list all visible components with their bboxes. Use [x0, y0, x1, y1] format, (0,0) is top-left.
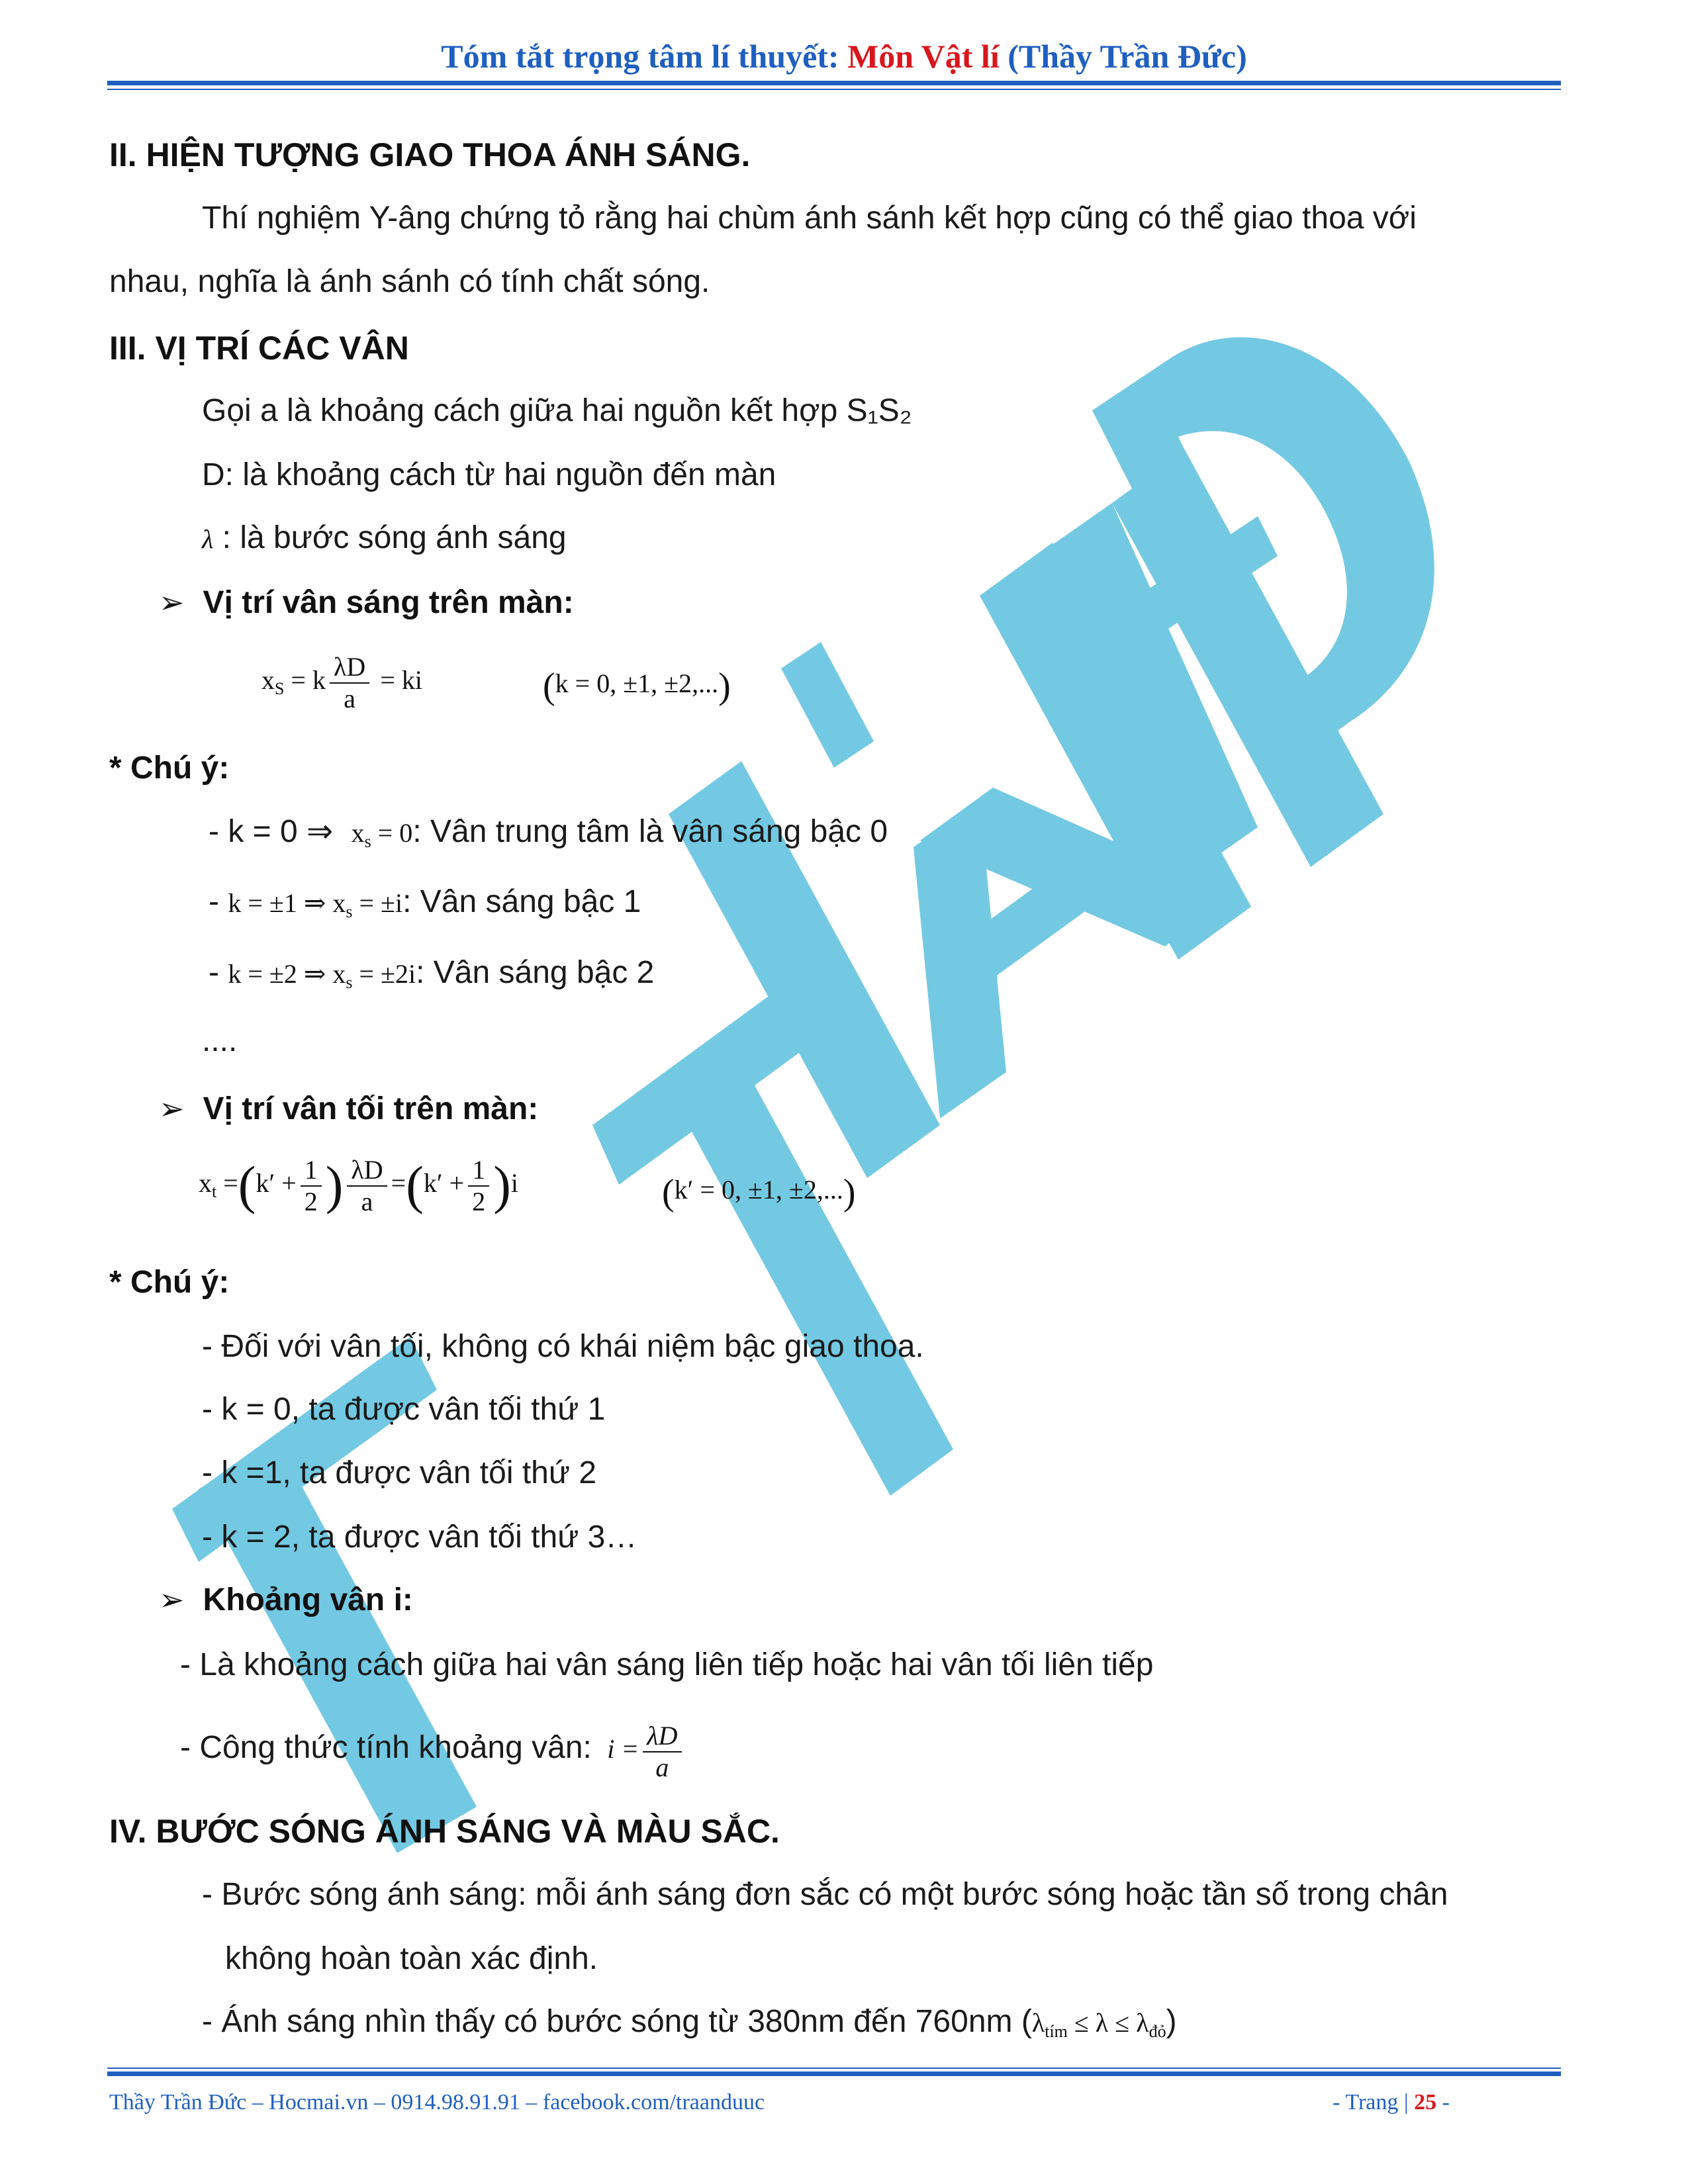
section-3-title: III. VỊ TRÍ CÁC VÂN [109, 330, 409, 367]
ellipsis: .... [202, 1023, 238, 1058]
fraction-numerator: λD [330, 652, 369, 684]
formula-sub-s: S [275, 679, 285, 699]
note-1-l1-x: x [351, 818, 365, 848]
definition-d: D: là khoảng cách từ hai nguồn đến màn [202, 457, 776, 492]
dark-condition-text: k′ = 0, ±1, ±2,... [674, 1175, 843, 1205]
section-2-title: II. HIỆN TƯỢNG GIAO THOA ÁNH SÁNG. [109, 136, 751, 173]
header-rule-thin [107, 89, 1561, 90]
dark-i: i [510, 1168, 518, 1199]
lambda-text: : là bước sóng ánh sáng [213, 520, 567, 555]
section-4-line-1b: không hoàn toàn xác định. [225, 1941, 598, 1976]
note-1-title: * Chú ý: [109, 751, 230, 786]
note-1-l3-tail: = ±2i [352, 959, 416, 989]
formula-eq-k: = k [284, 665, 326, 696]
dark-fringe-formula: $x_t =(k'$ + $\frac{1}{2}$ ) $\frac{\lambda D}{a}$ =(k′ + $\frac{1}{2}$ )i [199, 1155, 518, 1216]
arrow-bullet-icon: ➢ [159, 1091, 185, 1126]
bright-fringe-heading [159, 584, 574, 621]
footer-rule-thick [107, 2071, 1561, 2076]
bright-fringe-condition: (k = 0, ±1, ±2,...) [543, 666, 731, 707]
note-1-l3-post: : Vân sáng bậc 2 [416, 955, 655, 990]
note-2-line-3: - k =1, ta được vân tối thứ 2 [202, 1455, 597, 1490]
section-2-paragraph-line1: Thí nghiệm Y-âng chứng tỏ rằng hai chùm ánh sánh kết hợp cũng có thể giao thoa với [202, 201, 1417, 236]
fraction-lambda-d-over-a [330, 652, 369, 714]
dark-k-prime: k′ + [256, 1168, 297, 1199]
dark-fringe-title: Vị trí vân tối trên màn: [203, 1091, 539, 1126]
header-suffix: (Thầy Trần Đức) [999, 38, 1247, 75]
page-label: - Trang | [1333, 2090, 1415, 2115]
note-2-line-2: - k = 0, ta được vân tối thứ 1 [202, 1392, 606, 1427]
header-rule-thick [107, 81, 1561, 85]
note-1-l1-eq: = 0 [377, 818, 413, 848]
range-mid: ≤ λ ≤ λ [1067, 2008, 1149, 2038]
bright-fringe-formula [261, 652, 422, 714]
fringe-den: a [655, 1752, 669, 1782]
definition-a: Gọi a là khoảng cách giữa hai nguồn kết hợp S₁S₂ [202, 393, 912, 428]
note-1-l3-sub: s [346, 973, 353, 992]
note-1-line-1 [209, 813, 888, 852]
footer-page [1333, 2090, 1450, 2115]
note-2-line-1: - Đối với vân tối, không có khái niệm bậc giao thoa. [202, 1329, 924, 1364]
arrow-bullet-icon: ➢ [159, 1582, 185, 1617]
fraction-half [301, 1155, 322, 1217]
fringe-spacing-title: Khoảng vân i: [203, 1582, 413, 1617]
fraction-half-2 [468, 1155, 489, 1217]
fraction-denominator: a [344, 684, 356, 713]
fringe-i-eq: i = [607, 1734, 639, 1764]
note-1-l1-sub: s [364, 832, 371, 851]
dark-fringe-heading [159, 1091, 538, 1127]
definition-lambda [202, 520, 567, 556]
page-tail: - [1436, 2090, 1450, 2115]
dark-k-prime-2: k′ + [423, 1168, 465, 1199]
fraction-fringe [643, 1721, 681, 1783]
formula-x: x [261, 665, 275, 696]
bright-condition-text: k = 0, ±1, ±2,... [555, 668, 719, 699]
dark-den: a [361, 1187, 373, 1216]
footer-credits: Thầy Trần Đức – Hocmai.vn – 0914.98.91.91 – facebook.com/traanduuc [109, 2090, 765, 2115]
lambda-symbol: λ [202, 524, 214, 554]
fringe-line-2 [180, 1721, 686, 1783]
half-num-2: 1 [468, 1155, 489, 1187]
dark-x: x [199, 1168, 212, 1199]
note-1-line-2: - k = ±1 ⇒ $x_s = \pm i$: Vân sáng bậc 1 [209, 884, 641, 921]
dark-sub-t: t [212, 1182, 217, 1202]
fringe-spacing-heading [159, 1582, 413, 1618]
note-1-line-3: - k = ±2 ⇒ $x_s = \pm 2i$: Vân sáng bậc 2 [209, 955, 655, 992]
note-1-l2-sub: s [346, 902, 353, 921]
note-1-l1-post: : Vân trung tâm là vân sáng bậc 0 [412, 814, 888, 849]
header-prefix: Tóm tắt trọng tâm lí thuyết: [441, 38, 848, 75]
arrow-bullet-icon: ➢ [159, 584, 185, 620]
note-1-l3-math: k = ±2 ⇒ x [228, 959, 346, 989]
range-sub-do: đỏ [1149, 2022, 1166, 2041]
footer-rule-thin [107, 2068, 1561, 2069]
range-sub-tim: tím [1045, 2022, 1068, 2041]
fringe-num: λD [643, 1721, 681, 1752]
fringe-line-2-text: - Công thức tính khoảng vân: [180, 1730, 592, 1766]
note-1-l2-math: k = ±1 ⇒ x [228, 888, 346, 918]
note-1-l2-post: : Vân sáng bậc 1 [402, 884, 641, 919]
note-1-l1-pre: - k = 0 ⇒ [209, 814, 334, 849]
half-den-2: 2 [472, 1187, 486, 1216]
page-header [0, 37, 1688, 75]
note-2-title: * Chú ý: [109, 1265, 230, 1300]
header-subject: Môn Vật lí [847, 38, 1000, 75]
note-1-l2-tail: = ±i [352, 888, 403, 918]
section-4-title: IV. BƯỚC SÓNG ÁNH SÁNG VÀ MÀU SẮC. [109, 1813, 780, 1850]
section-4-line-1: - Bước sóng ánh sáng: mỗi ánh sáng đơn sắc có một bước sóng hoặc tần số trong chân [202, 1877, 1448, 1912]
section-2-paragraph-line2: nhau, nghĩa là ánh sánh có tính chất sóng. [109, 264, 710, 299]
range-lambda: λ [1031, 2008, 1045, 2038]
dark-fringe-condition: (k′ = 0, ±1, ±2,...) [662, 1172, 856, 1213]
note-2-line-4: - k = 2, ta được vân tối thứ 3… [202, 1520, 637, 1555]
fringe-line-1: - Là khoảng cách giữa hai vân sáng liên tiếp hoặc hai vân tối liên tiếp [180, 1647, 1154, 1682]
section-4-line-2-text: - Ánh sáng nhìn thấy có bước sóng từ 380nm đến 760nm ( [202, 2004, 1032, 2039]
half-num: 1 [301, 1155, 322, 1187]
half-den: 2 [304, 1187, 318, 1216]
dark-num: λD [347, 1155, 387, 1187]
bright-fringe-title: Vị trí vân sáng trên màn: [203, 585, 574, 620]
page-number: 25 [1414, 2090, 1437, 2115]
formula-eq-ki: = ki [373, 665, 422, 696]
section-4-line-2: - Ánh sáng nhìn thấy có bước sóng từ 380nm đến 760nm $(\lambda_{tím} \le \lambda \le \lambda_{đỏ})$ [202, 2004, 1177, 2041]
fraction-lambda-d-over-a-2 [347, 1155, 387, 1217]
